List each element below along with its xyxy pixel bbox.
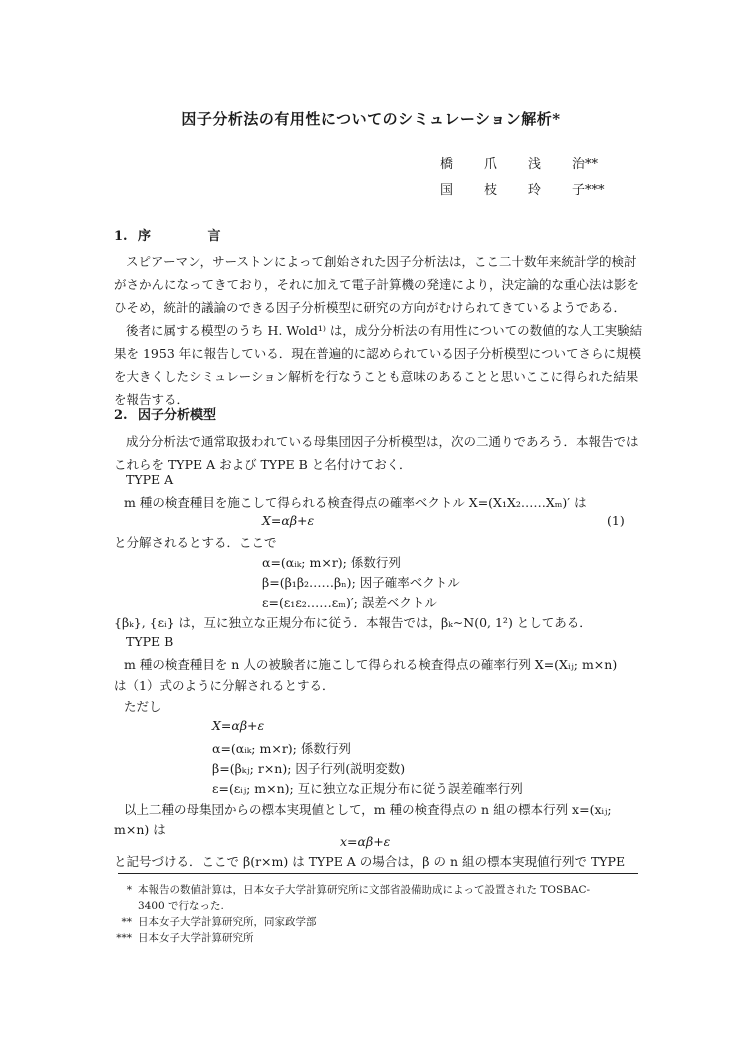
type-a-def-epsilon: ε=(ε₁ε₂……εₘ)′; 誤差ベクトル: [262, 595, 437, 610]
section-1-heading: [114, 225, 247, 244]
type-a-line-2: と分解されるとする．ここで: [114, 535, 277, 550]
author-1-char: 爪: [484, 157, 498, 172]
author-2-char: 国: [440, 183, 454, 198]
author-1-char: 浅: [528, 157, 542, 172]
sample-equation: x=αβ+ε: [340, 834, 391, 849]
footnote-text: 日本女子大学計算研究所: [138, 932, 254, 944]
footnote-1: [102, 882, 590, 898]
section-2-paragraph-1: 成分分析法で通常取扱われている母集団因子分析模型は，次の二通りであろう．本報告ではこれらを TYPE A および TYPE B と名付けておく．: [114, 434, 639, 472]
type-a-line-1: m 種の検査種目を施こして得られる検査得点の確率ベクトル X=(X₁X₂……Xₘ)′ は: [124, 495, 587, 510]
section-1-number: 1.: [114, 229, 128, 244]
footnote-divider: [118, 873, 638, 874]
section-2-title: 因子分析模型: [138, 408, 217, 423]
author-2-char: 子***: [572, 183, 605, 198]
author-2: [440, 179, 605, 205]
sample-line-1: 以上二種の母集団からの標本実現値として，m 種の検査得点の n 組の標本行列 x=(xᵢⱼ;: [124, 802, 612, 817]
footnote-1-cont: [102, 898, 224, 914]
footnote-mark: ***: [116, 932, 132, 944]
type-a-def-beta: β=(β₁β₂……βₙ); 因子確率ベクトル: [262, 575, 460, 590]
author-2-char: 枝: [484, 183, 498, 198]
section-1-paragraph-1: スピアーマン，サーストンによって創始された因子分析法は，ここ二十数年来統計学的検討がさかんになってきており，それに加えて電子計算機の発達により，決定論的な重心法は影をひそめ，統計的議論のできる因子分析模型に研究の方向がむけられてきているようである．: [114, 254, 640, 315]
paper-title: 因子分析法の有用性についてのシミュレーション解析*: [181, 110, 561, 128]
type-a-def-alpha: α=(αᵢₖ; m×r); 係数行列: [262, 555, 401, 570]
footnote-text: 本報告の数値計算は，日本女子大学計算研究所に文部省設備助成によって設置された TOSBAC-: [138, 884, 591, 896]
section-1-title: 序 言: [138, 229, 247, 244]
section-1-paragraph-2: 後者に属する模型のうち H. Wold¹⁾ は，成分分析法の有用性についての数値的な人工実験結果を 1953 年に報告している．現在普遍的に認められている因子分析模型についてさらに規模を大きくしたシミュレーション解析を行なうことも意味のあることと思いここに得られた結果を報告する．: [114, 323, 643, 407]
footnote-text: 3400 で行なった.: [138, 900, 224, 912]
type-b-label: TYPE B: [126, 634, 174, 649]
section-2-number: 2.: [114, 408, 128, 423]
type-b-line-1: m 種の検査種目を n 人の被験者に施こして得られる検査得点の確率行列 X=(Xᵢⱼ; m×n): [124, 657, 618, 672]
author-2-char: 玲: [528, 183, 542, 198]
type-a-note: {βₖ}, {εᵢ} は，互に独立な正規分布に従う．本報告では，βₖ∼N(0, 1²) としてある．: [114, 615, 592, 630]
footnote-mark: **: [121, 916, 132, 928]
type-a-label: TYPE A: [126, 472, 174, 487]
type-b-line-2: は（1）式のように分解されるとする．: [114, 678, 335, 693]
type-b-def-alpha: α=(αᵢₖ; m×r); 係数行列: [212, 741, 351, 756]
type-b-equation: X=αβ+ε: [212, 718, 265, 733]
section-2-heading: [114, 404, 216, 423]
sample-line-2: m×n) は: [114, 822, 166, 837]
equation-1: X=αβ+ε: [262, 513, 315, 528]
footnote-3: [102, 930, 254, 946]
author-block: [440, 153, 605, 205]
sample-line-3: と記号づける．ここで β(r×m) は TYPE A の場合は，β の n 組の標本実現値行列で TYPE: [114, 854, 626, 869]
equation-1-number: (1): [607, 513, 625, 528]
author-1-char: 橋: [440, 157, 454, 172]
type-b-def-beta: β=(βₖⱼ; r×n); 因子行列(説明変数): [212, 761, 406, 776]
type-b-tadashi: ただし: [124, 699, 162, 714]
author-1: [440, 153, 605, 179]
footnote-text: 日本女子大学計算研究所，同家政学部: [138, 916, 317, 928]
footnote-2: [102, 914, 317, 930]
author-1-char: 治**: [572, 157, 599, 172]
footnote-mark: *: [126, 884, 132, 896]
type-b-def-epsilon: ε=(εᵢⱼ; m×n); 互に独立な正規分布に従う誤差確率行列: [212, 781, 523, 796]
